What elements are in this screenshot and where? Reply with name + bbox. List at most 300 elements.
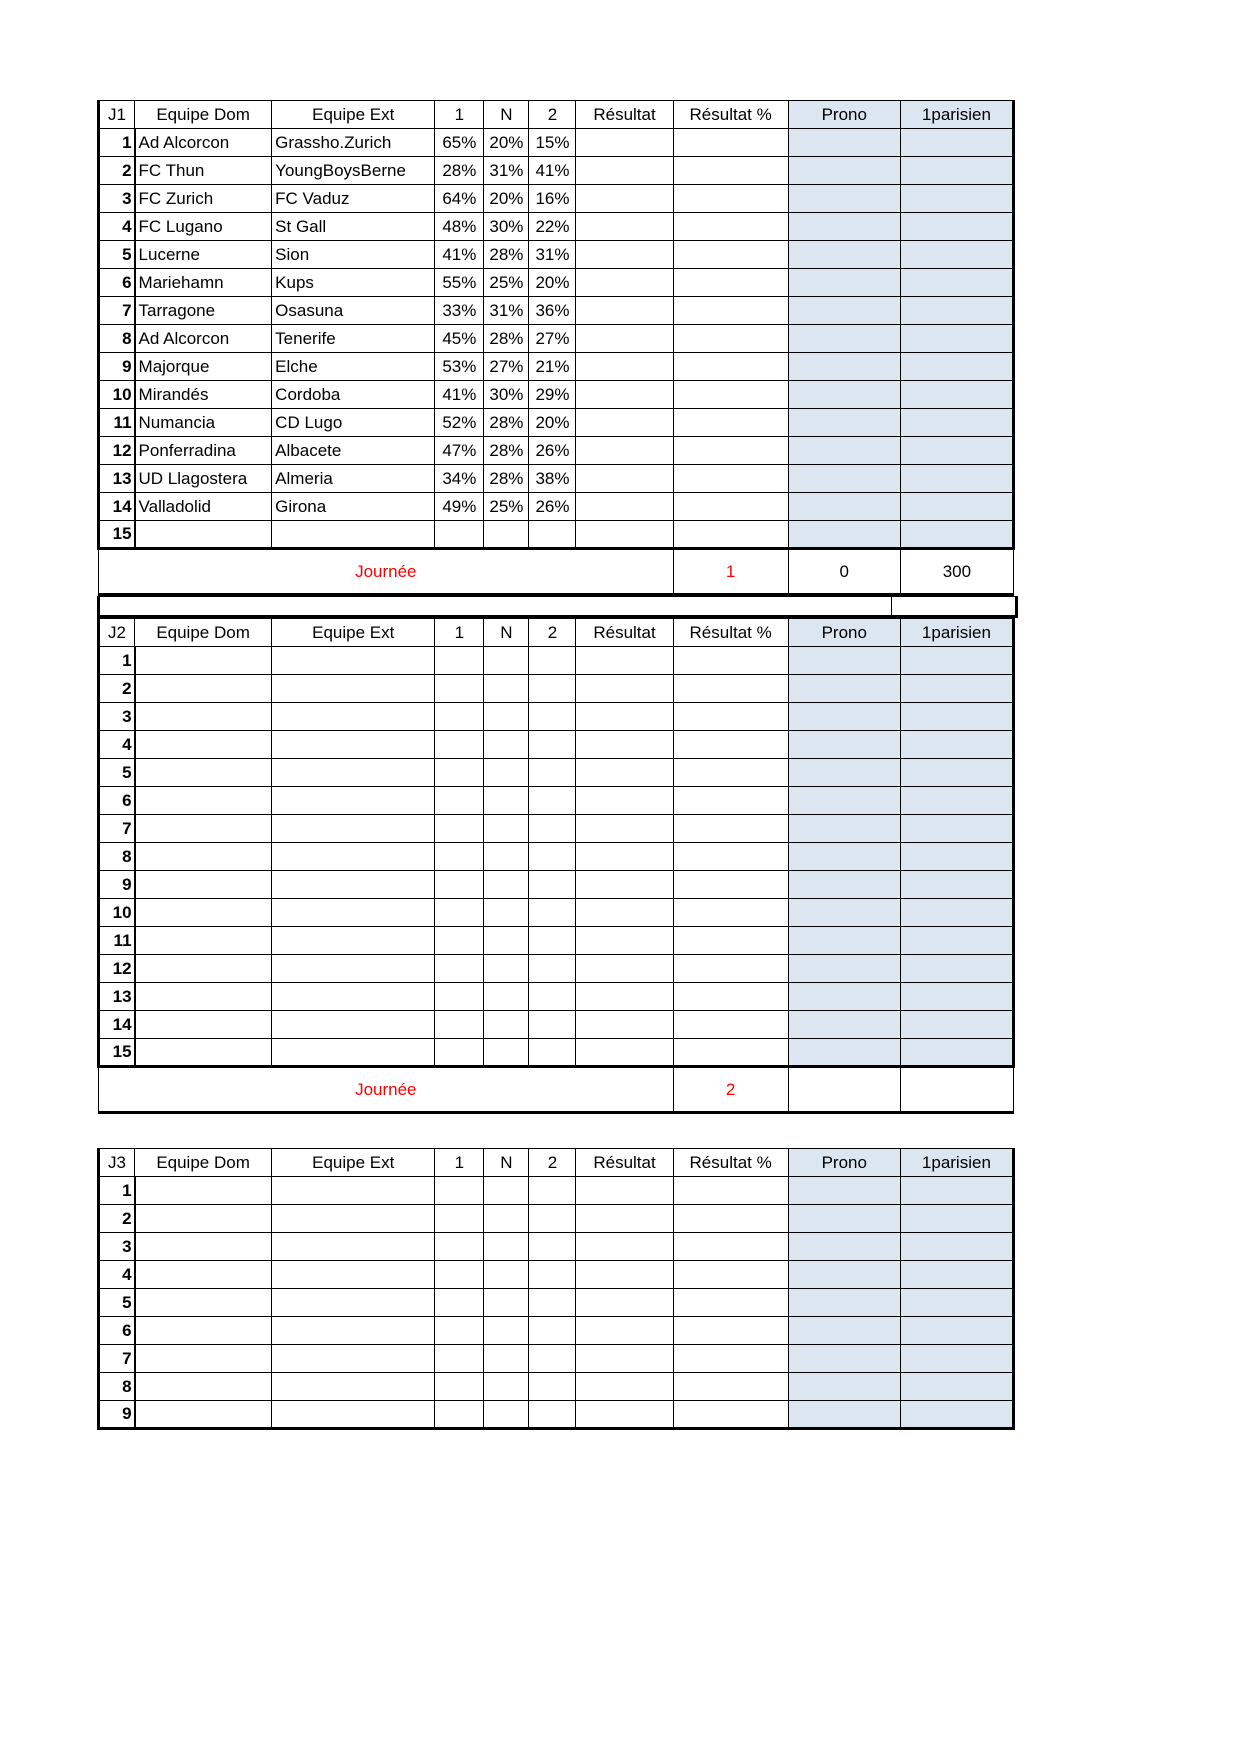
cell-p2[interactable] — [529, 647, 576, 675]
cell-pn[interactable] — [484, 871, 529, 899]
cell-home[interactable] — [135, 843, 272, 871]
cell-result[interactable] — [576, 185, 673, 213]
cell-p1[interactable]: 34% — [435, 465, 484, 493]
cell-p1[interactable] — [435, 983, 484, 1011]
cell-p1[interactable] — [435, 1317, 484, 1345]
cell-prono[interactable] — [788, 353, 900, 381]
cell-result_pct[interactable] — [673, 1233, 788, 1261]
cell-result_pct[interactable] — [673, 493, 788, 521]
cell-p1[interactable]: 65% — [435, 129, 484, 157]
cell-prono[interactable] — [788, 983, 900, 1011]
cell-away[interactable] — [272, 675, 435, 703]
journee-parisien-total[interactable] — [900, 1067, 1013, 1113]
cell-parisien[interactable] — [900, 815, 1013, 843]
cell-home[interactable]: FC Lugano — [135, 213, 272, 241]
cell-result_pct[interactable] — [673, 297, 788, 325]
cell-result[interactable] — [576, 269, 673, 297]
cell-p2[interactable] — [529, 1205, 576, 1233]
cell-away[interactable]: CD Lugo — [272, 409, 435, 437]
cell-away[interactable]: Grassho.Zurich — [272, 129, 435, 157]
cell-parisien[interactable] — [900, 129, 1013, 157]
cell-pn[interactable]: 25% — [484, 269, 529, 297]
cell-home[interactable] — [135, 1177, 272, 1205]
cell-pn[interactable]: 25% — [484, 493, 529, 521]
cell-result[interactable] — [576, 1039, 673, 1067]
cell-prono[interactable] — [788, 1261, 900, 1289]
cell-p1[interactable] — [435, 1039, 484, 1067]
cell-result_pct[interactable] — [673, 787, 788, 815]
cell-home[interactable]: Tarragone — [135, 297, 272, 325]
cell-result[interactable] — [576, 1373, 673, 1401]
cell-p1[interactable]: 64% — [435, 185, 484, 213]
cell-home[interactable] — [135, 703, 272, 731]
cell-result[interactable] — [576, 1261, 673, 1289]
cell-parisien[interactable] — [900, 899, 1013, 927]
cell-away[interactable] — [272, 927, 435, 955]
cell-home[interactable] — [135, 1317, 272, 1345]
cell-pn[interactable] — [484, 843, 529, 871]
cell-away[interactable]: Cordoba — [272, 381, 435, 409]
cell-prono[interactable] — [788, 1205, 900, 1233]
cell-home[interactable]: Ad Alcorcon — [135, 129, 272, 157]
cell-away[interactable]: Sion — [272, 241, 435, 269]
cell-home[interactable] — [135, 1373, 272, 1401]
cell-parisien[interactable] — [900, 955, 1013, 983]
cell-parisien[interactable] — [900, 871, 1013, 899]
cell-parisien[interactable] — [900, 927, 1013, 955]
cell-result[interactable] — [576, 213, 673, 241]
cell-parisien[interactable] — [900, 241, 1013, 269]
cell-p2[interactable] — [529, 1177, 576, 1205]
cell-pn[interactable] — [484, 1177, 529, 1205]
cell-p2[interactable] — [529, 759, 576, 787]
cell-prono[interactable] — [788, 129, 900, 157]
cell-parisien[interactable] — [900, 675, 1013, 703]
cell-home[interactable]: UD Llagostera — [135, 465, 272, 493]
cell-pn[interactable] — [484, 1205, 529, 1233]
cell-p2[interactable] — [529, 675, 576, 703]
cell-p1[interactable] — [435, 955, 484, 983]
cell-p1[interactable]: 41% — [435, 381, 484, 409]
cell-pn[interactable] — [484, 1289, 529, 1317]
cell-home[interactable]: FC Thun — [135, 157, 272, 185]
cell-p1[interactable]: 55% — [435, 269, 484, 297]
cell-pn[interactable] — [484, 1401, 529, 1429]
cell-result_pct[interactable] — [673, 157, 788, 185]
cell-result_pct[interactable] — [673, 465, 788, 493]
cell-parisien[interactable] — [900, 437, 1013, 465]
cell-p2[interactable]: 16% — [529, 185, 576, 213]
cell-home[interactable] — [135, 1011, 272, 1039]
cell-result_pct[interactable] — [673, 437, 788, 465]
cell-p2[interactable]: 31% — [529, 241, 576, 269]
cell-parisien[interactable] — [900, 647, 1013, 675]
cell-prono[interactable] — [788, 731, 900, 759]
cell-pn[interactable]: 31% — [484, 297, 529, 325]
cell-result[interactable] — [576, 297, 673, 325]
cell-prono[interactable] — [788, 1345, 900, 1373]
cell-home[interactable] — [135, 1289, 272, 1317]
cell-pn[interactable] — [484, 1373, 529, 1401]
cell-p2[interactable] — [529, 927, 576, 955]
cell-parisien[interactable] — [900, 1317, 1013, 1345]
cell-result_pct[interactable] — [673, 1345, 788, 1373]
cell-pn[interactable] — [484, 1039, 529, 1067]
cell-prono[interactable] — [788, 1233, 900, 1261]
cell-parisien[interactable] — [900, 269, 1013, 297]
cell-result_pct[interactable] — [673, 899, 788, 927]
cell-pn[interactable] — [484, 899, 529, 927]
cell-pn[interactable] — [484, 1261, 529, 1289]
cell-p1[interactable] — [435, 647, 484, 675]
cell-result_pct[interactable] — [673, 1011, 788, 1039]
cell-away[interactable] — [272, 759, 435, 787]
cell-prono[interactable] — [788, 647, 900, 675]
cell-pn[interactable] — [484, 1011, 529, 1039]
cell-home[interactable] — [135, 815, 272, 843]
cell-result[interactable] — [576, 703, 673, 731]
cell-pn[interactable]: 31% — [484, 157, 529, 185]
cell-away[interactable]: Almeria — [272, 465, 435, 493]
cell-result[interactable] — [576, 759, 673, 787]
cell-result_pct[interactable] — [673, 1261, 788, 1289]
cell-home[interactable]: Numancia — [135, 409, 272, 437]
cell-prono[interactable] — [788, 927, 900, 955]
cell-away[interactable] — [272, 983, 435, 1011]
cell-parisien[interactable] — [900, 493, 1013, 521]
cell-p2[interactable]: 27% — [529, 325, 576, 353]
cell-away[interactable] — [272, 899, 435, 927]
cell-result[interactable] — [576, 1317, 673, 1345]
cell-home[interactable] — [135, 1261, 272, 1289]
cell-parisien[interactable] — [900, 1039, 1013, 1067]
cell-p2[interactable] — [529, 871, 576, 899]
cell-result[interactable] — [576, 465, 673, 493]
cell-result_pct[interactable] — [673, 955, 788, 983]
cell-p1[interactable] — [435, 1011, 484, 1039]
cell-result[interactable] — [576, 129, 673, 157]
cell-prono[interactable] — [788, 157, 900, 185]
cell-p2[interactable] — [529, 1039, 576, 1067]
cell-prono[interactable] — [788, 297, 900, 325]
cell-prono[interactable] — [788, 325, 900, 353]
cell-result_pct[interactable] — [673, 213, 788, 241]
cell-pn[interactable]: 28% — [484, 241, 529, 269]
cell-away[interactable]: St Gall — [272, 213, 435, 241]
cell-p1[interactable] — [435, 871, 484, 899]
cell-parisien[interactable] — [900, 409, 1013, 437]
cell-away[interactable]: Albacete — [272, 437, 435, 465]
cell-p1[interactable] — [435, 815, 484, 843]
cell-away[interactable]: Girona — [272, 493, 435, 521]
cell-prono[interactable] — [788, 955, 900, 983]
cell-p2[interactable]: 36% — [529, 297, 576, 325]
cell-pn[interactable] — [484, 521, 529, 549]
cell-prono[interactable] — [788, 213, 900, 241]
cell-result[interactable] — [576, 1345, 673, 1373]
cell-p1[interactable] — [435, 1289, 484, 1317]
cell-away[interactable] — [272, 647, 435, 675]
cell-result[interactable] — [576, 521, 673, 549]
cell-result[interactable] — [576, 983, 673, 1011]
journee-prono-total[interactable] — [788, 1067, 900, 1113]
cell-prono[interactable] — [788, 703, 900, 731]
cell-p1[interactable] — [435, 521, 484, 549]
cell-home[interactable]: Ad Alcorcon — [135, 325, 272, 353]
cell-home[interactable]: Mirandés — [135, 381, 272, 409]
cell-pn[interactable]: 30% — [484, 381, 529, 409]
cell-p1[interactable] — [435, 1205, 484, 1233]
cell-pn[interactable] — [484, 1345, 529, 1373]
cell-home[interactable]: Mariehamn — [135, 269, 272, 297]
cell-away[interactable] — [272, 1289, 435, 1317]
cell-parisien[interactable] — [900, 381, 1013, 409]
cell-pn[interactable] — [484, 955, 529, 983]
cell-away[interactable] — [272, 731, 435, 759]
cell-p2[interactable] — [529, 1289, 576, 1317]
cell-away[interactable] — [272, 703, 435, 731]
cell-result_pct[interactable] — [673, 647, 788, 675]
cell-p1[interactable] — [435, 1345, 484, 1373]
cell-result[interactable] — [576, 675, 673, 703]
cell-parisien[interactable] — [900, 521, 1013, 549]
cell-p2[interactable]: 26% — [529, 493, 576, 521]
cell-result_pct[interactable] — [673, 731, 788, 759]
cell-home[interactable] — [135, 1345, 272, 1373]
journee-parisien-total[interactable]: 300 — [900, 549, 1013, 595]
cell-result_pct[interactable] — [673, 185, 788, 213]
cell-result_pct[interactable] — [673, 843, 788, 871]
cell-result[interactable] — [576, 647, 673, 675]
cell-result[interactable] — [576, 353, 673, 381]
cell-p2[interactable] — [529, 983, 576, 1011]
cell-pn[interactable] — [484, 927, 529, 955]
cell-prono[interactable] — [788, 843, 900, 871]
cell-p1[interactable] — [435, 731, 484, 759]
cell-result_pct[interactable] — [673, 759, 788, 787]
cell-pn[interactable] — [484, 647, 529, 675]
cell-p2[interactable]: 20% — [529, 409, 576, 437]
cell-prono[interactable] — [788, 241, 900, 269]
cell-away[interactable] — [272, 843, 435, 871]
cell-result_pct[interactable] — [673, 1205, 788, 1233]
cell-result_pct[interactable] — [673, 1177, 788, 1205]
cell-p2[interactable] — [529, 1261, 576, 1289]
cell-p1[interactable]: 28% — [435, 157, 484, 185]
cell-home[interactable]: Majorque — [135, 353, 272, 381]
cell-home[interactable] — [135, 899, 272, 927]
cell-parisien[interactable] — [900, 1401, 1013, 1429]
cell-parisien[interactable] — [900, 843, 1013, 871]
cell-parisien[interactable] — [900, 297, 1013, 325]
cell-home[interactable] — [135, 983, 272, 1011]
cell-result[interactable] — [576, 899, 673, 927]
cell-result[interactable] — [576, 241, 673, 269]
cell-result_pct[interactable] — [673, 703, 788, 731]
cell-pn[interactable] — [484, 731, 529, 759]
cell-p2[interactable]: 21% — [529, 353, 576, 381]
cell-pn[interactable] — [484, 787, 529, 815]
cell-parisien[interactable] — [900, 185, 1013, 213]
cell-result[interactable] — [576, 927, 673, 955]
cell-result_pct[interactable] — [673, 269, 788, 297]
cell-parisien[interactable] — [900, 465, 1013, 493]
cell-prono[interactable] — [788, 465, 900, 493]
cell-parisien[interactable] — [900, 1373, 1013, 1401]
cell-pn[interactable]: 28% — [484, 465, 529, 493]
cell-parisien[interactable] — [900, 157, 1013, 185]
cell-result_pct[interactable] — [673, 353, 788, 381]
cell-result[interactable] — [576, 437, 673, 465]
cell-home[interactable] — [135, 1233, 272, 1261]
cell-result_pct[interactable] — [673, 1289, 788, 1317]
cell-p2[interactable] — [529, 955, 576, 983]
cell-home[interactable] — [135, 731, 272, 759]
cell-pn[interactable] — [484, 983, 529, 1011]
cell-parisien[interactable] — [900, 787, 1013, 815]
cell-parisien[interactable] — [900, 1261, 1013, 1289]
cell-result_pct[interactable] — [673, 409, 788, 437]
cell-parisien[interactable] — [900, 1345, 1013, 1373]
cell-prono[interactable] — [788, 1373, 900, 1401]
cell-result[interactable] — [576, 1011, 673, 1039]
cell-away[interactable] — [272, 521, 435, 549]
cell-p1[interactable]: 33% — [435, 297, 484, 325]
cell-p2[interactable] — [529, 521, 576, 549]
cell-result[interactable] — [576, 381, 673, 409]
cell-prono[interactable] — [788, 787, 900, 815]
cell-away[interactable] — [272, 1401, 435, 1429]
cell-prono[interactable] — [788, 437, 900, 465]
cell-p1[interactable]: 41% — [435, 241, 484, 269]
cell-home[interactable]: Lucerne — [135, 241, 272, 269]
cell-result[interactable] — [576, 871, 673, 899]
cell-home[interactable] — [135, 955, 272, 983]
cell-away[interactable]: Elche — [272, 353, 435, 381]
cell-p2[interactable] — [529, 843, 576, 871]
cell-prono[interactable] — [788, 675, 900, 703]
cell-p1[interactable] — [435, 899, 484, 927]
cell-p2[interactable]: 26% — [529, 437, 576, 465]
cell-pn[interactable]: 20% — [484, 129, 529, 157]
cell-home[interactable]: Ponferradina — [135, 437, 272, 465]
cell-away[interactable] — [272, 815, 435, 843]
cell-parisien[interactable] — [900, 759, 1013, 787]
cell-away[interactable] — [272, 1039, 435, 1067]
cell-pn[interactable]: 28% — [484, 325, 529, 353]
cell-p2[interactable]: 29% — [529, 381, 576, 409]
cell-pn[interactable] — [484, 675, 529, 703]
cell-prono[interactable] — [788, 521, 900, 549]
cell-result_pct[interactable] — [673, 129, 788, 157]
cell-p1[interactable] — [435, 675, 484, 703]
cell-parisien[interactable] — [900, 213, 1013, 241]
cell-p2[interactable]: 22% — [529, 213, 576, 241]
cell-result_pct[interactable] — [673, 241, 788, 269]
cell-result[interactable] — [576, 955, 673, 983]
cell-parisien[interactable] — [900, 353, 1013, 381]
cell-away[interactable]: FC Vaduz — [272, 185, 435, 213]
cell-p1[interactable] — [435, 843, 484, 871]
cell-prono[interactable] — [788, 1401, 900, 1429]
cell-home[interactable] — [135, 1039, 272, 1067]
cell-pn[interactable] — [484, 815, 529, 843]
cell-result[interactable] — [576, 1233, 673, 1261]
cell-away[interactable] — [272, 1205, 435, 1233]
cell-p1[interactable] — [435, 703, 484, 731]
cell-prono[interactable] — [788, 1289, 900, 1317]
cell-home[interactable]: FC Zurich — [135, 185, 272, 213]
cell-pn[interactable] — [484, 1317, 529, 1345]
cell-home[interactable] — [135, 675, 272, 703]
cell-prono[interactable] — [788, 409, 900, 437]
cell-home[interactable] — [135, 521, 272, 549]
cell-p1[interactable] — [435, 759, 484, 787]
cell-away[interactable] — [272, 1345, 435, 1373]
cell-p1[interactable] — [435, 1261, 484, 1289]
cell-away[interactable]: Tenerife — [272, 325, 435, 353]
cell-result_pct[interactable] — [673, 983, 788, 1011]
cell-parisien[interactable] — [900, 983, 1013, 1011]
cell-p1[interactable]: 47% — [435, 437, 484, 465]
journee-prono-total[interactable]: 0 — [788, 549, 900, 595]
cell-p2[interactable] — [529, 1345, 576, 1373]
cell-away[interactable]: Osasuna — [272, 297, 435, 325]
cell-p2[interactable] — [529, 731, 576, 759]
cell-result_pct[interactable] — [673, 325, 788, 353]
cell-home[interactable] — [135, 871, 272, 899]
cell-parisien[interactable] — [900, 325, 1013, 353]
cell-parisien[interactable] — [900, 731, 1013, 759]
cell-prono[interactable] — [788, 1039, 900, 1067]
cell-result_pct[interactable] — [673, 1401, 788, 1429]
cell-home[interactable] — [135, 759, 272, 787]
cell-result_pct[interactable] — [673, 815, 788, 843]
cell-p2[interactable]: 38% — [529, 465, 576, 493]
cell-p2[interactable] — [529, 815, 576, 843]
cell-result_pct[interactable] — [673, 381, 788, 409]
cell-p1[interactable] — [435, 927, 484, 955]
cell-away[interactable] — [272, 1233, 435, 1261]
cell-p2[interactable] — [529, 1011, 576, 1039]
cell-parisien[interactable] — [900, 703, 1013, 731]
cell-prono[interactable] — [788, 1177, 900, 1205]
cell-parisien[interactable] — [900, 1205, 1013, 1233]
cell-p1[interactable]: 53% — [435, 353, 484, 381]
cell-p1[interactable] — [435, 787, 484, 815]
cell-away[interactable] — [272, 955, 435, 983]
cell-p1[interactable]: 48% — [435, 213, 484, 241]
cell-pn[interactable]: 28% — [484, 437, 529, 465]
cell-result[interactable] — [576, 1177, 673, 1205]
cell-away[interactable] — [272, 1373, 435, 1401]
cell-p1[interactable] — [435, 1401, 484, 1429]
cell-p1[interactable]: 49% — [435, 493, 484, 521]
cell-pn[interactable] — [484, 1233, 529, 1261]
cell-p2[interactable] — [529, 1401, 576, 1429]
cell-home[interactable] — [135, 647, 272, 675]
cell-prono[interactable] — [788, 759, 900, 787]
cell-result[interactable] — [576, 409, 673, 437]
cell-home[interactable]: Valladolid — [135, 493, 272, 521]
cell-pn[interactable] — [484, 703, 529, 731]
cell-p2[interactable]: 15% — [529, 129, 576, 157]
cell-pn[interactable]: 30% — [484, 213, 529, 241]
cell-p2[interactable] — [529, 787, 576, 815]
cell-result[interactable] — [576, 843, 673, 871]
cell-pn[interactable]: 20% — [484, 185, 529, 213]
cell-p2[interactable] — [529, 1317, 576, 1345]
